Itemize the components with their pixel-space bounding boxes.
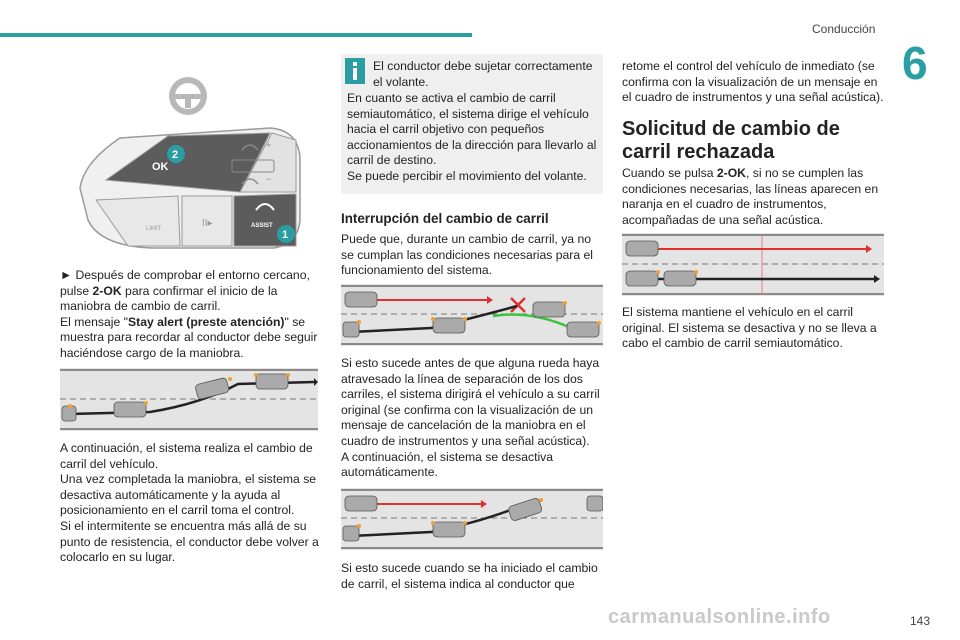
rejected-lane-change-diagram [622,233,884,296]
col1-paragraph-2 [60,315,318,362]
text-bold: 2-OK [92,283,122,298]
ok-label: OK [152,161,169,173]
text: Después de comprobar el entorno cercano, pulse [60,268,310,298]
assist-label: ASSIST [251,223,273,229]
col3-paragraph-2 [622,166,884,228]
cancel-lane-change-diagram [341,284,603,346]
col1-body [60,441,322,566]
col2-paragraph-2: Si esto sucede antes de que alguna rueda haya atravesado la línea de separación de los dos carriles, el sistema dirigirá el vehículo a su carril original (se confirma con la visualización de un mensaje de cancelación de la maniobra en el cuadro de instrumentos y una señal acústica). [341,356,600,448]
note-text [347,91,597,185]
col3-paragraph-3: El sistema mantiene el vehículo en el carril original. El sistema se desactiva y no se lleva a cabo el cambio de carril semiautomático. [622,305,877,351]
text-bold: 2-OK [716,166,746,180]
heading-request-rejected: Solicitud de cambio de carril rechazada [622,118,840,163]
text: " se muestra para recordar al conductor debe seguir haciéndose cargo de la maniobra. [60,314,318,360]
col1-intro [60,268,318,362]
text: , si no se cumplen las condiciones necesarias, las líneas aparecen en naranja en el cuadro de instrumentos, acompañadas de una señal acústica. [622,166,879,227]
limit-label: LIMIT [146,226,162,232]
col1-paragraph-5: Si el intermitente se encuentra más allá de su punto de resistencia, el conductor debe volver a colocarlo en su lugar. [60,518,319,565]
note-line-1: El conductor debe sujetar correctamente el volante. [373,59,593,89]
text-bold: Stay alert (preste atención) [128,314,285,329]
watermark: carmanualsonline.info [608,606,831,628]
col2-body [341,356,603,481]
section-title: Conducción [812,22,876,36]
svg-text:+: + [266,140,272,150]
svg-text:−: − [266,174,272,184]
badge-2-label: 2 [172,149,179,161]
text: El mensaje " [60,314,129,329]
col1-paragraph-4: Una vez completada la maniobra, el sistema se desactiva automáticamente y la ayuda al posicionamiento en el carril toma el control. [60,472,317,518]
lane-change-diagram [60,368,318,431]
info-note [341,54,603,194]
col2-paragraph-1: Puede que, durante un cambio de carril, ya no se cumplan las condiciones necesarias para el funcionamiento del sistema. [341,232,594,278]
page-number: 143 [910,614,931,628]
col1-paragraph-3: A continuación, el sistema realiza el cambio de carril del vehículo. [60,441,313,471]
col1-paragraph-1 [60,268,318,315]
header-rule [0,33,472,37]
note-line-2: En cuanto se activa el cambio de carril semiautomático, el sistema dirige el vehículo hacia el carril objetivo con pequeños accionamientos de la dirección para llevarlo al carril de destino. [347,91,597,168]
info-icon [345,58,365,84]
chapter-number: 6 [902,37,928,89]
heading-interruption: Interrupción del cambio de carril [341,211,549,226]
note-line-3: Se puede percibir el movimiento del volante. [347,168,587,183]
svg-text:II▸: II▸ [202,218,213,229]
col3-paragraph-1: retome el control del vehículo de inmediato (se confirma con la visualización de un mensaje en el cuadro de instrumentos y una señal acústica). [622,59,884,105]
text: Cuando se pulsa [622,166,717,180]
col2-paragraph-4: Si esto sucede cuando se ha iniciado el cambio de carril, el sistema indica al conductor que [341,561,598,591]
col2-paragraph-3: A continuación, el sistema se desactiva automáticamente. [341,449,554,480]
steering-controls-illustration [60,70,310,256]
steering-wheel-icon [169,77,207,115]
badge-1-label: 1 [282,229,289,241]
bullet-arrow: ► [60,268,76,282]
text: para confirmar el inicio de la maniobra de cambio de carril. [60,283,278,314]
abort-lane-change-diagram [341,488,603,550]
